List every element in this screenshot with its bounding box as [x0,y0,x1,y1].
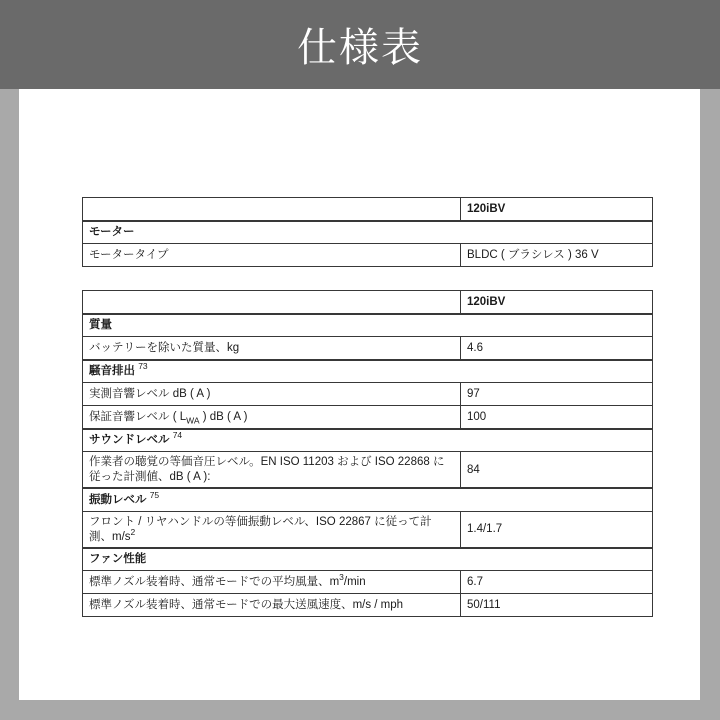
superscript-text: 73 [138,361,148,372]
spec-row [83,571,653,594]
text-segment: 保証音響レベル ( L [89,410,187,423]
text-segment: 振動レベル [89,493,150,506]
section-header-row [83,360,653,383]
spec-value-cell: 50/111 [461,594,653,617]
model-name-cell: 120iBV [461,291,653,314]
spec-row [83,511,653,548]
section-header-row [83,548,653,571]
section-header-row [83,314,653,337]
spec-value-cell: 1.4/1.7 [461,511,653,548]
section-header-row [83,429,653,452]
section-label-cell: モーター [83,221,653,244]
spec-label-cell: 標準ノズル装着時、通常モードでの最大送風速度、m/s / mph [83,594,461,617]
spec-label-cell: 実測音響レベル dB ( A ) [83,383,461,406]
spec-value-cell: 4.6 [461,337,653,360]
superscript-text: 74 [172,430,183,441]
spec-label-cell: 作業者の聴覚の等価音圧レベル。EN ISO 11203 および ISO 22868 に従った計測値、dB ( A ): [83,452,461,489]
text-segment: 騒音排出 [89,365,139,378]
spec-label-cell [83,511,461,548]
text-segment: サウンドレベル [89,434,173,447]
title-banner [0,0,720,89]
section-label-cell: 質量 [83,314,653,337]
superscript-text: 75 [149,489,160,500]
spec-label-cell: モータータイプ [83,244,461,267]
text-segment: フロント / リヤハンドルの等価振動レベル、ISO 22867 に従って計測、m/s [89,515,432,543]
spec-row [83,406,653,429]
spec-value-cell: BLDC ( ブラシレス ) 36 V [461,244,653,267]
spec-row [83,337,653,360]
section-label-cell [83,429,653,452]
page-title: 仕様表 [297,26,423,70]
spec-row [83,383,653,406]
motor-spec-table [82,197,653,267]
section-label-cell [83,488,653,511]
spec-label-cell: バッテリーを除いた質量、kg [83,337,461,360]
spec-sheet-page [19,89,700,700]
spec-value-cell: 97 [461,383,653,406]
spec-label-cell [83,571,461,594]
model-name-cell: 120iBV [461,198,653,221]
text-segment: ) dB ( A ) [199,410,248,423]
section-label-cell [83,360,653,383]
text-segment: 標準ノズル装着時、通常モードでの平均風量、m [89,576,340,588]
superscript-text: 3 [339,572,344,583]
section-header-row [83,221,653,244]
text-segment: /min [343,576,366,588]
subscript-text: WA [186,415,200,426]
superscript-text: 2 [130,526,136,537]
spec-value-cell: 6.7 [461,571,653,594]
spec-row [83,244,653,267]
section-label-cell: ファン性能 [83,548,653,571]
empty-header-cell [83,291,461,314]
column-header-row [83,291,653,314]
spec-label-cell [83,406,461,429]
column-header-row [83,198,653,221]
section-header-row [83,488,653,511]
spec-row [83,594,653,617]
performance-spec-table [82,290,653,617]
empty-header-cell [83,198,461,221]
spec-value-cell: 100 [461,406,653,429]
spec-row [83,452,653,489]
spec-value-cell: 84 [461,452,653,489]
